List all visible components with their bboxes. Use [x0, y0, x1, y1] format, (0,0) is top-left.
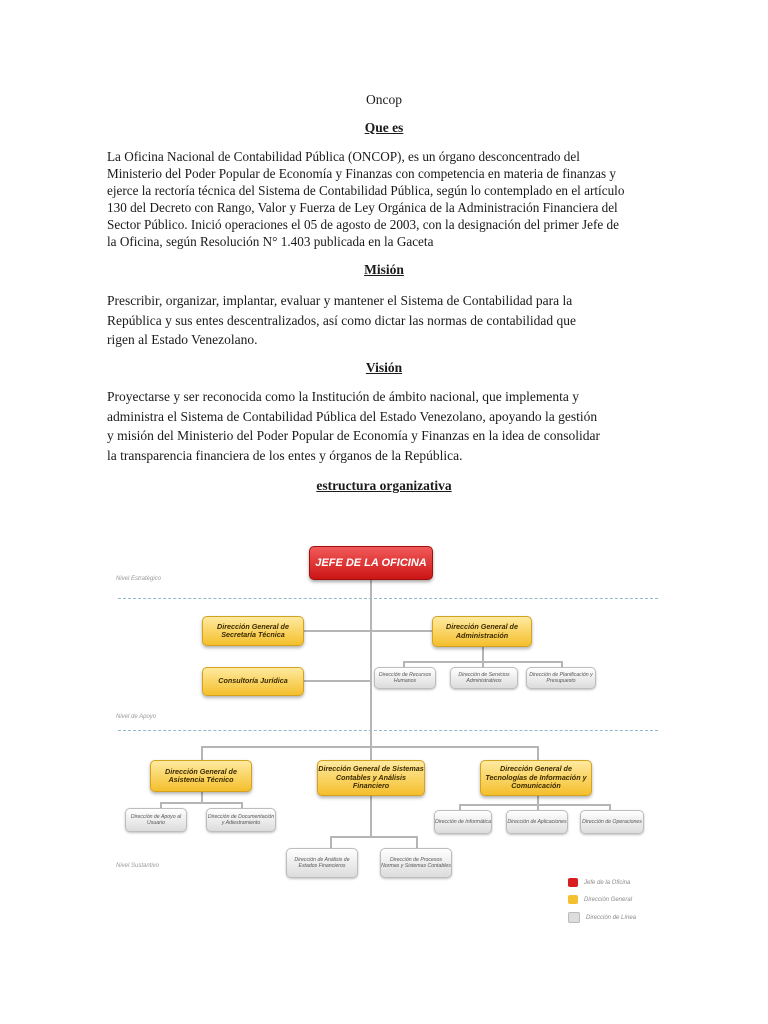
box-dg-asistencia-tecnico: Dirección General de Asistencia Técnico [150, 760, 252, 792]
que-es-line: La Oficina Nacional de Contabilidad Pública (ONCOP), es un órgano desconcentrado del [107, 149, 580, 164]
box-dg-administracion: Dirección General de Administración [432, 616, 532, 647]
mision-paragraph [107, 291, 667, 350]
heading-estructura: estructura organizativa [316, 478, 452, 493]
box-d-aplicaciones: Dirección de Aplicaciones [506, 810, 568, 834]
box-dg-tecnologias: Dirección General de Tecnologías de Información y Comunicación [480, 760, 592, 796]
legend-item-linea [568, 912, 636, 923]
connector-line [160, 802, 243, 804]
connector-line [416, 836, 418, 848]
connector-line [289, 630, 435, 632]
que-es-line: ejerce la rectoría técnica del Sistema de Contabilidad Pública, según lo contemplado en el artículo [107, 183, 625, 198]
connector-line [201, 746, 537, 748]
box-d-documentacion: Dirección de Documentación y Adiestramiento [206, 808, 276, 832]
box-consultoria-juridica: Consultoría Jurídica [202, 667, 304, 696]
legend-label: Dirección de Línea [586, 914, 637, 921]
dashed-divider [118, 598, 658, 599]
box-d-recursos-humanos: Dirección de Recursos Humanos [374, 667, 436, 689]
legend-item-jefe [568, 878, 630, 887]
legend-label: Dirección General [584, 896, 633, 903]
que-es-line: Sector Público. Inició operaciones el 05 de agosto de 2003, con la designación del primer Jefe de [107, 217, 619, 232]
connector-line [537, 746, 539, 760]
box-d-planificacion-presupuesto: Dirección de Planificación y Presupuesto [526, 667, 596, 689]
level-label-sustantivo: Nivel Sustantivo [116, 863, 160, 869]
box-d-apoyo-usuario: Dirección de Apoyo al Usuario [125, 808, 187, 832]
connector-line [370, 796, 372, 836]
org-chart [110, 530, 666, 930]
heading-vision: Visión [365, 360, 403, 375]
que-es-paragraph [107, 148, 661, 250]
box-dg-sistemas-contables: Dirección General de Sistemas Contables y Análisis Financiero [317, 760, 425, 796]
connector-line [330, 836, 418, 838]
vision-line: Proyectarse y ser reconocida como la Institución de ámbito nacional, que implementa y [107, 389, 579, 404]
doc-title: Oncop [366, 92, 402, 107]
connector-line [459, 804, 611, 806]
connector-line [370, 580, 372, 748]
connector-line [370, 746, 372, 760]
mision-line: rigen al Estado Venezolano. [107, 332, 258, 347]
box-d-informatica: Dirección de Informática [434, 810, 492, 834]
vision-line: la transparencia financiera de los entes y órganos de la República. [107, 447, 463, 463]
legend-swatch-red [568, 878, 578, 887]
que-es-line: 130 del Decreto con Rango, Valor y Fuerza de Ley Orgánica de la Administración Financiera del [107, 200, 618, 215]
box-d-procesos-normas: Dirección de Procesos Normas y Sistemas Contables [380, 848, 452, 878]
legend-label: Jefe de la Oficina [584, 879, 631, 886]
level-label-estrategico: Nivel Estratégico [116, 576, 162, 582]
connector-line [482, 647, 484, 662]
legend-swatch-gray [568, 912, 580, 923]
box-d-analisis-estados: Dirección de Análisis de Estados Financieros [286, 848, 358, 878]
connector-line [201, 746, 203, 760]
que-es-line: Ministerio del Poder Popular de Economía y Finanzas con competencia en materia de finanzas y [107, 166, 617, 181]
mision-line: República y sus entes descentralizados, así como dictar las normas de contabilidad que [107, 312, 576, 328]
vision-paragraph [107, 387, 667, 465]
heading-mision: Misión [364, 262, 404, 277]
que-es-line: la Oficina, según Resolución N° 1.403 publicada en la Gaceta [107, 234, 434, 249]
legend-swatch-yellow [568, 895, 578, 904]
vision-line: y misión del Ministerio del Poder Popular de Economía y Finanzas en la idea de consolidar [107, 428, 601, 443]
box-d-servicios-administrativos: Dirección de Servicios Administrativos [450, 667, 518, 689]
level-label-apoyo: Nivel de Apoyo [116, 714, 157, 720]
box-jefe-oficina: JEFE DE LA OFICINA [309, 546, 433, 580]
box-d-operaciones: Dirección de Operaciones [580, 810, 644, 834]
dashed-divider [118, 730, 658, 731]
legend-item-general [568, 895, 632, 904]
mision-line: Prescribir, organizar, implantar, evaluar y mantener el Sistema de Contabilidad para la [107, 293, 573, 308]
box-dg-secretaria-tecnica: Dirección General de Secretaría Técnica [202, 616, 304, 646]
vision-line: administra el Sistema de Contabilidad Pública del Estado Venezolano, apoyando la gestión [107, 408, 598, 424]
connector-line [330, 836, 332, 848]
heading-que-es: Que es [364, 120, 404, 135]
